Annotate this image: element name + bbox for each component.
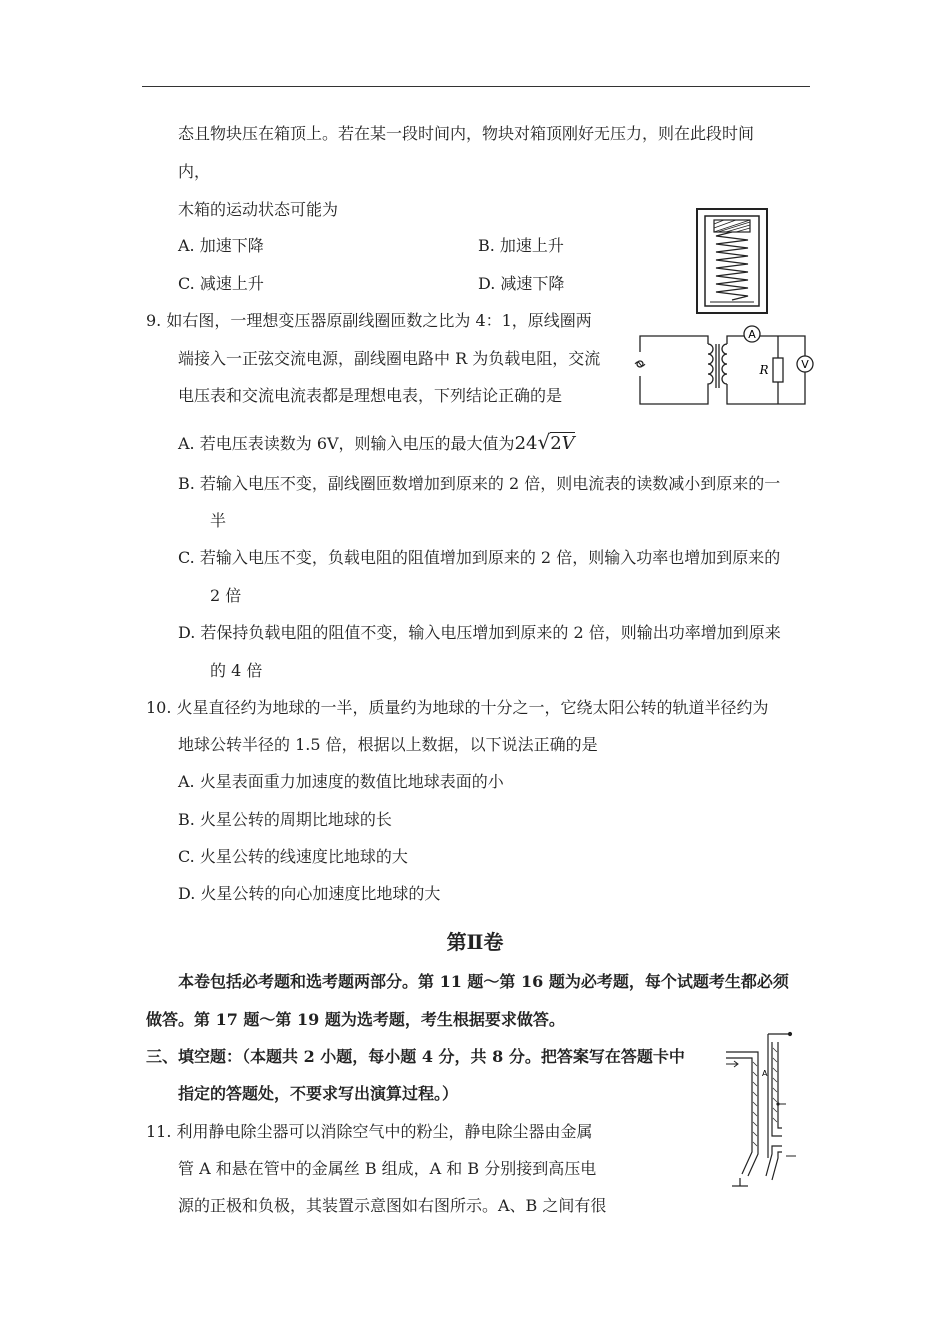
part2-intro-line2: 做答。第 17 题～第 19 题为选考题，考生根据要求做答。 xyxy=(146,1010,565,1029)
q11-line2: 管 A 和悬在管中的金属丝 B 组成，A 和 B 分别接到高压电 xyxy=(178,1159,597,1178)
math-radicand: 2 xyxy=(550,433,562,454)
q9-option-a-math: 24√2V xyxy=(514,430,575,454)
q8-option-b: B. 加速上升 xyxy=(478,236,564,255)
box-spring-figure xyxy=(696,208,768,314)
q9-option-c-line2: 2 倍 xyxy=(210,586,242,605)
q8-line3: 木箱的运动状态可能为 xyxy=(178,200,339,219)
q8-option-c: C. 减速上升 xyxy=(178,274,264,293)
q9-line2: 端接入一正弦交流电源，副线圈电路中 R 为负载电阻，交流 xyxy=(178,349,601,368)
q10-option-a: A. 火星表面重力加速度的数值比地球表面的小 xyxy=(178,772,504,791)
q10-line2: 地球公转半径的 1.5 倍，根据以上数据，以下说法正确的是 xyxy=(178,735,598,754)
q9-option-b-line2: 半 xyxy=(210,511,227,530)
voltmeter-label: V xyxy=(801,358,809,371)
q11-line3: 源的正极和负极，其装置示意图如右图所示。A、B 之间有很 xyxy=(178,1196,607,1215)
q9-option-a-text: A. 若电压表读数为 6V，则输入电压的最大值为 xyxy=(178,434,515,453)
section3-heading-line2: 指定的答题处，不要求写出演算过程。） xyxy=(178,1084,459,1103)
q8-line2: 内， xyxy=(178,162,211,181)
q9-option-d-line2: 的 4 倍 xyxy=(210,661,263,680)
part2-title: 第Ⅱ卷 xyxy=(446,930,504,954)
section3-heading-line1: 三、填空题：（本题共 2 小题，每小题 4 分，共 8 分。把答案写在答题卡中 xyxy=(146,1047,685,1066)
header-rule xyxy=(142,86,810,87)
q9-option-c-line1: C. 若输入电压不变，负载电阻的阻值增加到原来的 2 倍，则输入功率也增加到原来的 xyxy=(178,548,781,567)
q8-option-d: D. 减速下降 xyxy=(478,274,565,293)
q10-option-d: D. 火星公转的向心加速度比地球的大 xyxy=(178,884,441,903)
q10-option-b: B. 火星公转的周期比地球的长 xyxy=(178,810,392,829)
q9-line1: 9. 如右图，一理想变压器原副线圈匝数之比为 4：1，原线圈两 xyxy=(146,311,592,330)
ammeter-label: A xyxy=(748,328,756,341)
q9-option-d-line1: D. 若保持负载电阻的阻值不变，输入电压增加到原来的 2 倍，则输出功率增加到原来 xyxy=(178,623,781,642)
resistor-label: R xyxy=(759,363,769,377)
math-coefficient: 24 xyxy=(514,433,538,454)
q10-option-c: C. 火星公转的线速度比地球的大 xyxy=(178,847,408,866)
q8-option-a: A. 加速下降 xyxy=(178,236,264,255)
precipitator-figure xyxy=(722,1028,802,1194)
q9-option-b-line1: B. 若输入电压不变，副线圈匝数增加到原来的 2 倍，则电流表的读数减小到原来的一 xyxy=(178,474,781,493)
pipe-label: A xyxy=(762,1069,768,1078)
q10-line1: 10. 火星直径约为地球的一半，质量约为地球的十分之一，它绕太阳公转的轨道半径约为 xyxy=(146,698,769,717)
q11-line1: 11. 利用静电除尘器可以消除空气中的粉尘，静电除尘器由金属 xyxy=(146,1122,593,1141)
math-unit: V xyxy=(561,433,575,454)
transformer-circuit-figure xyxy=(630,322,826,408)
q8-line1: 态且物块压在箱顶上。若在某一段时间内，物块对箱顶刚好无压力，则在此段时间 xyxy=(178,124,755,143)
q9-option-a xyxy=(178,432,575,454)
q9-line3: 电压表和交流电流表都是理想电表，下列结论正确的是 xyxy=(178,386,563,405)
part2-intro-line1: 本卷包括必考题和选考题两部分。第 11 题～第 16 题为必考题，每个试题考生都必须 xyxy=(178,972,789,991)
